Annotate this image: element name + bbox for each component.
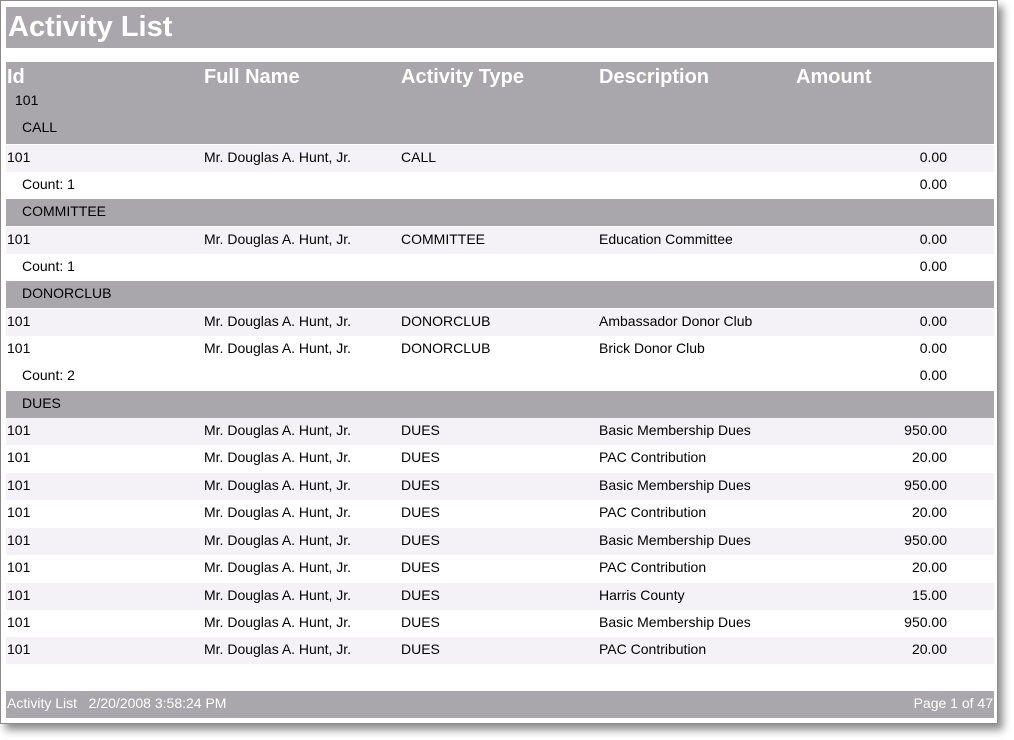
cell-description: Ambassador Donor Club [599,313,753,329]
cell-id: 101 [7,231,31,247]
column-header-full-name: Full Name [204,66,300,88]
cell-amount: 950.00 [904,532,947,548]
table-row [6,336,994,363]
column-header-block [6,62,994,144]
cell-full-name: Mr. Douglas A. Hunt, Jr. [204,587,352,603]
cell-description: Harris County [599,587,685,603]
group-count: Count: 2 [22,367,75,383]
group-header-call: CALL [22,119,58,135]
table-row [6,473,994,500]
cell-full-name: Mr. Douglas A. Hunt, Jr. [204,449,352,465]
cell-id: 101 [7,313,31,329]
cell-amount: 0.00 [919,340,947,356]
report-title-bar [6,7,994,48]
cell-id: 101 [7,532,31,548]
group-id-label: 101 [15,92,39,108]
cell-full-name: Mr. Douglas A. Hunt, Jr. [204,559,352,575]
cell-id: 101 [7,504,31,520]
cell-description: Basic Membership Dues [599,532,751,548]
group-count: Count: 1 [22,258,75,274]
cell-activity-type: DUES [401,587,440,603]
cell-amount: 950.00 [904,422,947,438]
cell-id: 101 [7,477,31,493]
group-header-dues [6,391,994,418]
cell-full-name: Mr. Douglas A. Hunt, Jr. [204,422,352,438]
report-footer [6,691,994,718]
cell-description: PAC Contribution [599,504,707,520]
cell-amount: 0.00 [919,313,947,329]
column-header-id: Id [7,66,25,88]
column-header-activity-type: Activity Type [401,66,524,88]
cell-full-name: Mr. Douglas A. Hunt, Jr. [204,149,352,165]
footer-report-info: Activity List 2/20/2008 3:58:24 PM [7,695,227,711]
cell-activity-type: DUES [401,422,440,438]
table-row [6,418,994,445]
cell-description: PAC Contribution [599,559,707,575]
table-row [6,583,994,610]
cell-activity-type: DUES [401,504,440,520]
cell-description: Basic Membership Dues [599,614,751,630]
group-total: 0.00 [919,176,947,192]
cell-full-name: Mr. Douglas A. Hunt, Jr. [204,231,352,247]
cell-description: PAC Contribution [599,449,707,465]
cell-amount: 20.00 [911,504,947,520]
cell-activity-type: DUES [401,641,440,657]
cell-description: Basic Membership Dues [599,477,751,493]
cell-activity-type: DUES [401,532,440,548]
group-name: COMMITTEE [22,203,106,219]
group-name: DONORCLUB [22,285,112,301]
cell-id: 101 [7,641,31,657]
cell-id: 101 [7,340,31,356]
group-total: 0.00 [919,367,947,383]
page-number: Page 1 of 47 [913,695,993,711]
cell-activity-type: DUES [401,449,440,465]
cell-description: Education Committee [599,231,733,247]
cell-id: 101 [7,149,31,165]
report-title: Activity List [8,11,173,43]
cell-description: Basic Membership Dues [599,422,751,438]
cell-id: 101 [7,559,31,575]
table-row [6,145,994,172]
cell-full-name: Mr. Douglas A. Hunt, Jr. [204,477,352,493]
cell-full-name: Mr. Douglas A. Hunt, Jr. [204,504,352,520]
table-row [6,227,994,254]
group-count: Count: 1 [22,176,75,192]
group-header-donorclub [6,281,994,308]
cell-id: 101 [7,422,31,438]
cell-activity-type: DONORCLUB [401,313,491,329]
cell-full-name: Mr. Douglas A. Hunt, Jr. [204,532,352,548]
group-count-row [6,363,994,390]
table-row [6,528,994,555]
table-row [6,445,994,472]
cell-id: 101 [7,614,31,630]
cell-full-name: Mr. Douglas A. Hunt, Jr. [204,340,352,356]
column-header-description: Description [599,66,710,88]
cell-amount: 950.00 [904,477,947,493]
cell-activity-type: CALL [401,149,437,165]
cell-activity-type: DUES [401,614,440,630]
group-name: DUES [22,395,61,411]
table-row [6,309,994,336]
group-count-row [6,172,994,199]
cell-amount: 20.00 [911,449,947,465]
cell-amount: 0.00 [919,149,947,165]
cell-activity-type: COMMITTEE [401,231,485,247]
cell-amount: 0.00 [919,231,947,247]
cell-full-name: Mr. Douglas A. Hunt, Jr. [204,614,352,630]
cell-full-name: Mr. Douglas A. Hunt, Jr. [204,313,352,329]
cell-description: PAC Contribution [599,641,707,657]
column-header-amount: Amount [796,66,872,88]
cell-amount: 20.00 [911,641,947,657]
table-row [6,637,994,664]
cell-amount: 950.00 [904,614,947,630]
table-row [6,555,994,582]
table-row [6,610,994,637]
cell-amount: 15.00 [911,587,947,603]
cell-amount: 20.00 [911,559,947,575]
group-header-committee [6,199,994,226]
cell-activity-type: DUES [401,477,440,493]
group-total: 0.00 [919,258,947,274]
table-row [6,500,994,527]
cell-id: 101 [7,449,31,465]
cell-activity-type: DONORCLUB [401,340,491,356]
cell-id: 101 [7,587,31,603]
cell-description: Brick Donor Club [599,340,705,356]
group-count-row [6,254,994,281]
cell-full-name: Mr. Douglas A. Hunt, Jr. [204,641,352,657]
cell-activity-type: DUES [401,559,440,575]
